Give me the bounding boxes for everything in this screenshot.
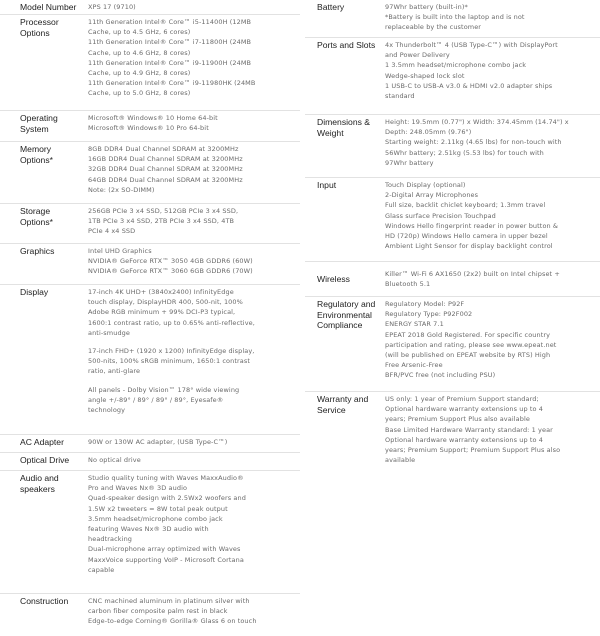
spec-line: Microsoft® Windows® 10 Home 64-bit (88, 114, 218, 122)
spec-row-audio-and-speakers (0, 471, 300, 594)
spec-line: 11th Generation Intel® Core™ i7-11800H (24MB (88, 38, 252, 47)
spec-line: Ambient Light Sensor for display backlight control (385, 242, 553, 251)
spec-line: MaxxVoice supporting VoIP - Microsoft Cortana (88, 555, 244, 564)
spec-line: replaceable by the customer (385, 23, 482, 32)
spec-value (385, 392, 600, 474)
spec-label: Regulatory and Environmental Compliance (317, 299, 376, 330)
spec-line: Intel UHD Graphics (88, 247, 152, 255)
spec-line: Windows Hello fingerprint reader in power button & (385, 221, 559, 230)
spec-line: Studio quality tuning with Waves MaxxAudio® (88, 474, 244, 482)
spec-line: Full size, backlit chiclet keyboard; 1.3mm travel (385, 201, 546, 210)
spec-line: Bluetooth 5.1 (385, 280, 431, 288)
spec-line: anti-smudge (88, 328, 130, 337)
spacer (88, 377, 298, 385)
spec-label: Warranty and Service (317, 394, 369, 415)
spec-label: Operating System (20, 113, 58, 134)
spec-line: Optional hardware warranty extensions up to 4 (385, 435, 544, 444)
spec-row-optical-drive (0, 453, 300, 471)
spec-line: years; Premium Support Plus also available (385, 415, 530, 424)
spec-value (88, 453, 300, 470)
spec-line: (will be published on EPEAT website by RTS) High (385, 351, 551, 360)
spec-line: 256GB PCIe 3 x4 SSD, 512GB PCIe 3 x4 SSD, (88, 207, 239, 215)
spec-row-ac-adapter (0, 435, 300, 453)
spec-value (385, 178, 600, 261)
spec-row-storage-options (0, 204, 300, 244)
spec-value (385, 115, 600, 177)
spec-line: Height: 19.5mm (0.77") x Width: 374.45mm (14.74") x (385, 118, 569, 126)
spec-line: Cache, up to 4.9 GHz, 8 cores) (88, 69, 191, 78)
spec-line: Dual-microphone array optimized with Waves (88, 545, 241, 554)
spec-row-operating-system (0, 111, 300, 142)
spec-row-wireless (305, 262, 600, 297)
spec-line: 56Whr battery; 2.51kg (5.53 lbs) for touch with (385, 148, 544, 157)
spec-value (88, 0, 300, 14)
spec-value (385, 38, 600, 114)
spec-label: Processor Options (20, 17, 59, 38)
spec-value (88, 594, 300, 634)
spec-value (88, 471, 300, 593)
spec-column-right (305, 0, 600, 474)
spec-line: Free Arsenic-Free (385, 361, 443, 370)
spec-line: ENERGY STAR 7.1 (385, 320, 444, 329)
spec-row-graphics (0, 244, 300, 285)
spec-line: 11th Generation Intel® Core™ i9-11900H (24MB (88, 58, 252, 67)
spec-line: Optional hardware warranty extensions up to 4 (385, 405, 544, 414)
spec-label: Display (20, 287, 49, 297)
spec-line: carbon fiber composite palm rest in black (88, 607, 228, 616)
spec-row-dimensions-weight (305, 115, 600, 178)
spec-line: 17-inch FHD+ (1920 x 1200) InfinityEdge display, (88, 347, 255, 356)
spec-line: PCIe 4 x4 SSD (88, 227, 136, 236)
spec-label: Construction (20, 596, 69, 606)
spec-value (88, 111, 300, 141)
spec-line: 1TB PCIe 3 x4 SSD, 2TB PCIe 3 x4 SSD, 4TB (88, 217, 235, 226)
spec-line: Depth: 248.05mm (9.76") (385, 128, 472, 137)
spec-value (88, 15, 300, 110)
spec-line: 90W or 130W AC adapter, (USB Type-C™) (88, 438, 228, 446)
spec-label: Storage Options* (20, 206, 53, 227)
spec-label: Memory Options* (20, 144, 53, 165)
spec-row-regulatory (305, 297, 600, 392)
spec-line: Microsoft® Windows® 10 Pro 64-bit (88, 124, 209, 133)
spec-line: 8GB DDR4 Dual Channel SDRAM at 3200MHz (88, 145, 239, 153)
spec-line: Cache, up to 4.5 GHz, 6 cores) (88, 28, 191, 37)
spec-line: Cache, up to 5.0 GHz, 8 cores) (88, 89, 191, 98)
spec-label: Model Number (20, 2, 77, 12)
spec-line: 64GB DDR4 Dual Channel SDRAM at 3200MHz (88, 175, 243, 184)
spec-value (88, 204, 300, 243)
spacer (88, 338, 298, 346)
spec-line: 1 3.5mm headset/microphone combo jack (385, 61, 527, 70)
spec-line: ratio, anti-glare (88, 367, 141, 376)
spec-value (88, 285, 300, 434)
spec-label: Dimensions & Weight (317, 117, 371, 138)
spec-line: BFR/PVC free (not including PSU) (385, 371, 496, 380)
spec-label: Input (317, 180, 337, 190)
spec-line: 32GB DDR4 Dual Channel SDRAM at 3200MHz (88, 165, 243, 174)
spec-label: Audio and speakers (20, 473, 59, 494)
spec-line: and Power Delivery (385, 51, 450, 60)
spec-line: standard (385, 92, 415, 101)
spec-line: Pro and Waves Nx® 3D audio (88, 484, 188, 493)
spec-line: 3.5mm headset/microphone combo jack (88, 514, 223, 523)
spec-label: Graphics (20, 246, 55, 256)
spec-line: No optical drive (88, 456, 141, 464)
spec-line: 17-inch 4K UHD+ (3840x2400) InfinityEdge (88, 288, 234, 296)
spec-value (385, 297, 600, 391)
spec-line: headtracking (88, 535, 133, 544)
spec-line: 11th Generation Intel® Core™ i9-11980HK (24MB (88, 79, 256, 88)
spec-line: technology (88, 406, 126, 415)
spec-line: 1 USB-C to USB-A v3.0 & HDMI v2.0 adapter ships (385, 81, 553, 90)
spec-line: 11th Generation Intel® Core™ i5-11400H (12MB (88, 18, 252, 26)
spec-line: HD (720p) Windows Hello camera in upper bezel (385, 232, 548, 241)
spec-row-warranty-and-service (305, 392, 600, 474)
spec-label: Optical Drive (20, 455, 70, 465)
spec-column-left (0, 0, 300, 634)
spec-line: 16GB DDR4 Dual Channel SDRAM at 3200MHz (88, 155, 243, 164)
spec-value (88, 142, 300, 203)
spec-row-construction (0, 594, 300, 634)
spec-label: Ports and Slots (317, 40, 376, 50)
spec-line: 2-Digital Array Microphones (385, 191, 479, 200)
spec-label: Battery (317, 2, 345, 12)
spec-label: AC Adapter (20, 437, 64, 447)
spec-value (88, 435, 300, 452)
spec-row-memory-options (0, 142, 300, 204)
spec-line: 4x Thunderbolt™ 4 (USB Type-C™) with DisplayPort (385, 41, 558, 49)
spec-line: Quad-speaker design with 2.5Wx2 woofers and (88, 494, 246, 503)
spec-label: Wireless (317, 273, 350, 284)
spec-line: US only: 1 year of Premium Support standard; (385, 395, 539, 403)
spec-line: Cache, up to 4.6 GHz, 8 cores) (88, 48, 191, 57)
spec-line: EPEAT 2018 Gold Registered. For specific country (385, 330, 551, 339)
spec-line: Wedge-shaped lock slot (385, 71, 465, 80)
spec-row-battery (305, 0, 600, 38)
spec-row-display (0, 285, 300, 435)
spec-line: angle +/-89° / 89° / 89° / 89°, Eyesafe® (88, 395, 224, 404)
spec-line: Starting weight: 2.11kg (4.65 lbs) for non-touch with (385, 138, 562, 147)
spec-line: 1600:1 contrast ratio, up to 0.65% anti-reflective, (88, 318, 255, 327)
epeat-link[interactable]: participation and rating, please see www.epeat.net (385, 340, 557, 349)
spec-line: NVIDIA® GeForce RTX™ 3060 6GB GDDR6 (70W) (88, 267, 253, 276)
spec-value (88, 244, 300, 284)
spec-line: 97Whr battery (built-in)* (385, 3, 468, 11)
spec-value (385, 0, 600, 37)
spec-line: Regulatory Model: P92F (385, 300, 465, 308)
spec-line: capable (88, 565, 115, 574)
spec-line: featuring Waves Nx® 3D audio with (88, 525, 209, 534)
spec-line: Base Limited Hardware Warranty standard: 1 year (385, 425, 553, 434)
spec-row-model-number (0, 0, 300, 15)
spec-row-input (305, 178, 600, 262)
spec-line: XPS 17 (9710) (88, 3, 136, 11)
spec-line: Regulatory Type: P92F002 (385, 310, 473, 319)
spec-line: Note: (2x SO-DIMM) (88, 185, 155, 194)
spec-line: Touch Display (optional) (385, 181, 466, 189)
spec-line: available (385, 456, 416, 465)
spec-line: NVIDIA® GeForce RTX™ 3050 4GB GDDR6 (60W) (88, 257, 253, 266)
spec-row-ports-and-slots (305, 38, 600, 115)
spec-line: Glass surface Precision Touchpad (385, 211, 496, 220)
spec-line: *Battery is built into the laptop and is not (385, 13, 525, 22)
spec-line: Edge-to-edge Corning® Gorilla® Glass 6 on touch (88, 617, 257, 626)
spec-line: All panels - Dolby Vision™ 178° wide viewing (88, 385, 240, 394)
spec-line: 1.5W x2 tweeters = 8W total peak output (88, 504, 228, 513)
spec-row-processor-options (0, 15, 300, 111)
spec-line: touch display, DisplayHDR 400, 500-nit, 100% (88, 298, 243, 307)
spec-line: 97Whr battery (385, 158, 434, 167)
spec-line: CNC machined aluminum in platinum silver with (88, 597, 250, 605)
spec-line: 500-nits, 100% sRGB minimum, 1650:1 contrast (88, 357, 250, 366)
spec-line: years; Premium Support; Premium Support Plus also (385, 446, 561, 455)
spec-line: Killer™ Wi-Fi 6 AX1650 (2x2) built on Intel chipset + (385, 269, 560, 278)
spec-value (385, 267, 600, 291)
spec-line: Adobe RGB minimum + 99% DCI-P3 typical, (88, 308, 236, 317)
